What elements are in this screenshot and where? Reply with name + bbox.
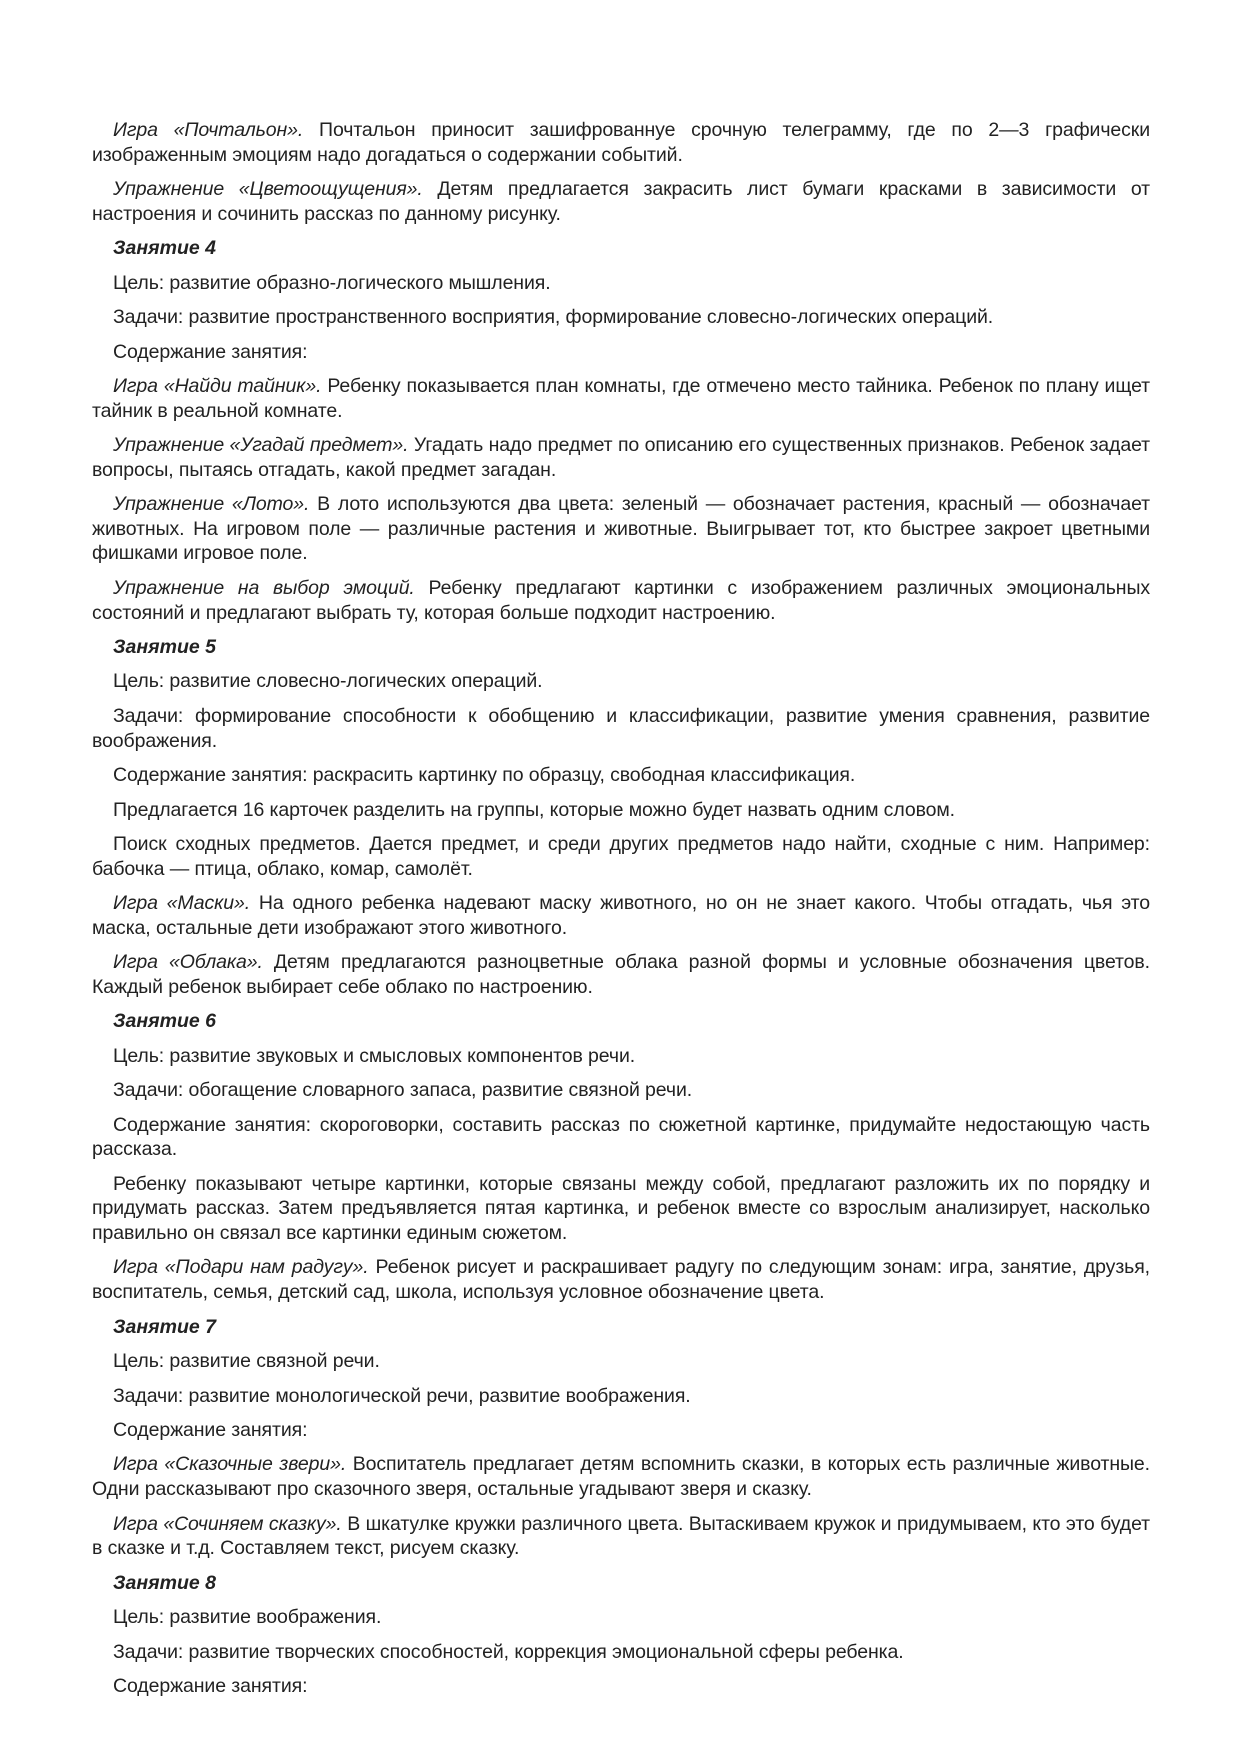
paragraph-title: Игра «Сказочные звери». xyxy=(113,1453,347,1476)
paragraph xyxy=(92,950,1150,999)
paragraph: Задачи: обогащение словарного запаса, развитие связной речи. xyxy=(113,1079,693,1102)
paragraph: Задачи: развитие пространственного восприятия, формирование словесно-логических операций. xyxy=(113,306,994,329)
paragraph: Содержание занятия: скороговорки, составить рассказ по сюжетной картинке, придумайте недостающую часть рассказа. xyxy=(92,1113,1150,1161)
paragraph-text: Детям предлагаются разноцветные облака разной формы и условные обозначения цветов. Каждый ребенок выбирает себе облако по настроению. xyxy=(92,951,1150,998)
paragraph-text: В шкатулке кружки различного цвета. Вытаскиваем кружок и придумываем, кто это будет в сказке и т.д. Составляем текст, рисуем сказку. xyxy=(92,1512,1150,1560)
section-heading: Занятие 7 xyxy=(113,1315,216,1338)
paragraph-text: Ребенку показывается план комнаты, где отмечено место тайника. Ребенок по плану ищет тайник в реальной комнате. xyxy=(92,375,1151,422)
paragraph-text: Воспитатель предлагает детям вспомнить сказки, в которых есть различные животные. Одни рассказывают про сказочного зверя, остальные угадывают зверя и сказку. xyxy=(92,1453,1150,1501)
paragraph: Задачи: формирование способности к обобщению и классификации, развитие умения сравнения, развитие воображения. xyxy=(92,704,1150,752)
paragraph: Поиск сходных предметов. Дается предмет, и среди других предметов надо найти, сходные с ним. Например: бабочка — птица, облако, комар, самолёт. xyxy=(92,833,1150,880)
paragraph-text: Угадать надо предмет по описанию его существенных признаков. Ребенок задает вопросы, пытаясь отгадать, какой предмет загадан. xyxy=(92,434,1151,481)
paragraph xyxy=(92,118,1150,167)
paragraph-text: В лото используются два цвета: зеленый — обозначает растения, красный — обозначает животных. На игровом поле — различные растения и животные. Выигрывает тот, кто быстрее закроет цветными фишками игровое поле. xyxy=(92,493,1150,565)
paragraph: Цель: развитие воображения. xyxy=(113,1606,382,1629)
section-heading: Занятие 6 xyxy=(113,1010,216,1033)
section-heading: Занятие 4 xyxy=(113,237,216,260)
paragraph-text: Детям предлагается закрасить лист бумаги красками в зависимости от настроения и сочинить рассказ по данному рисунку. xyxy=(92,178,1150,225)
paragraph: Задачи: развитие монологической речи, развитие воображения. xyxy=(113,1384,691,1407)
paragraph: Цель: развитие звуковых и смысловых компонентов речи. xyxy=(113,1044,636,1067)
paragraph: Цель: развитие словесно-логических операций. xyxy=(113,670,543,693)
paragraph: Цель: развитие связной речи. xyxy=(113,1350,380,1373)
paragraph-title: Игра «Облака». xyxy=(113,951,263,974)
paragraph xyxy=(92,576,1150,625)
paragraph-title: Игра «Маски». xyxy=(113,892,251,915)
paragraph: Предлагается 16 карточек разделить на группы, которые можно будет назвать одним словом. xyxy=(113,798,955,821)
paragraph-title: Упражнение «Лото». xyxy=(113,493,310,516)
paragraph xyxy=(92,1512,1150,1561)
paragraph xyxy=(92,1255,1150,1304)
paragraph xyxy=(92,1452,1150,1501)
paragraph: Содержание занятия: раскрасить картинку по образцу, свободная классификация. xyxy=(113,764,856,787)
paragraph: Ребенку показывают четыре картинки, которые связаны между собой, предлагают разложить их по порядку и придумать рассказ. Затем предъявляется пятая картинка, и ребенок вместе со взрослым анализирует, насколько правильно он связал все картинки единым сюжетом. xyxy=(92,1172,1150,1244)
section-heading: Занятие 8 xyxy=(113,1571,216,1594)
paragraph xyxy=(92,177,1150,226)
paragraph-title: Игра «Подари нам радугу». xyxy=(113,1256,369,1279)
paragraph-text: Ребенку предлагают картинки с изображением различных эмоциональных состояний и предлагают выбрать ту, которая больше подходит настроению. xyxy=(92,576,1151,624)
paragraph-text: Почтальон приносит зашифрованнуе срочную телеграмму, где по 2—3 графически изображенным эмоциям надо догадаться о содержании событий. xyxy=(92,119,1150,166)
paragraph xyxy=(92,891,1150,940)
paragraph-text: Ребенок рисует и раскрашивает радугу по следующим зонам: игра, занятие, друзья, воспитатель, семья, детский сад, школа, используя условное обозначение цвета. xyxy=(92,1256,1150,1304)
document-page xyxy=(92,118,1150,1709)
paragraph: Задачи: развитие творческих способностей, коррекция эмоциональной сферы ребенка. xyxy=(113,1640,904,1663)
paragraph xyxy=(92,433,1150,482)
paragraph: Цель: развитие образно-логического мышления. xyxy=(113,271,551,294)
section-heading: Занятие 5 xyxy=(113,636,216,658)
paragraph-title: Упражнение на выбор эмоций. xyxy=(113,576,415,599)
paragraph: Содержание занятия: xyxy=(113,1418,308,1441)
paragraph-title: Упражнение «Угадай предмет». xyxy=(113,434,409,457)
paragraph-title: Игра «Найди тайник». xyxy=(113,375,322,398)
paragraph xyxy=(92,492,1150,566)
paragraph xyxy=(92,374,1150,423)
paragraph: Содержание занятия: xyxy=(113,1675,308,1698)
paragraph-text: На одного ребенка надевают маску животного, но он не знает какого. Чтобы отгадать, чья это маска, остальные дети изображают этого животного. xyxy=(92,892,1151,939)
paragraph: Содержание занятия: xyxy=(113,340,308,363)
paragraph-title: Игра «Почтальон». xyxy=(113,119,304,141)
paragraph-title: Игра «Сочиняем сказку». xyxy=(113,1512,342,1535)
paragraph-title: Упражнение «Цветоощущения». xyxy=(113,178,423,201)
